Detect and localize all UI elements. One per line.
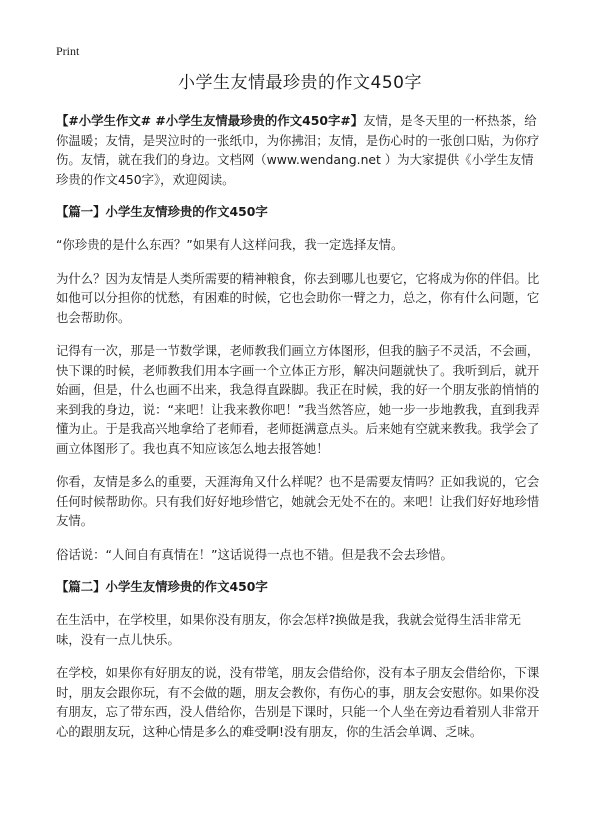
page-title: 小学生友情最珍贵的作文450字 [178, 73, 422, 93]
paragraph: 为什么？因为友情是人类所需要的精神粮食，你去到哪儿也要它，它将成为你的伴侣。比如他可以分担你的忧愁，有困难的时候，它也会助你一臂之力，总之，你有什么问题，它也会帮助你。 [56, 270, 540, 325]
paragraph: 俗话说：“人间自有真情在！”这话说得一点也不错。但是我不会去珍惜。 [56, 546, 453, 562]
intro-text: 友情，是冬天里的一杯热茶，给你温暖；友情，是哭泣时的一张纸巾，为你拂泪；友情，是伤心时的一张创口贴，为你疗伤。友情，就在我们的身边。文档网（www.wendang.net ）为大家提供《小学生友情珍贵的作文450字》，欢迎阅读。 [56, 113, 540, 187]
section-title-2: 【篇二】小学生友情珍贵的作文450字 [56, 579, 268, 594]
intro-tag: 【#小学生作文# #小学生友情最珍贵的作文450字#】 [56, 113, 364, 128]
paragraph: 记得有一次，那是一节数学课，老师教我们画立方体图形，但我的脑子不灵活，不会画，快下课的时候，老师教我们用本字画一个立体正方形，解决问题就快了。我听到后，就开始画，但是，什么也画不出来，我急得直跺脚。我正在时候，我的好一个朋友张韵悄悄的来到我的身边，说：“来吧！让我来教你吧！”我当然答应，她一步一步地教我，直到我弄懂为止。于是我高兴地拿给了老师看，老师挺满意点头。后来她有空就来教我。我学会了画立体图形了。我也真不知应该怎么地去报答她！ [56, 343, 540, 456]
print-link[interactable]: Print [56, 44, 80, 58]
paragraph: “你珍贵的是什么东西？”如果有人这样问我，我一定选择友情。 [56, 237, 404, 252]
intro-paragraph [56, 111, 544, 189]
paragraph: 你看，友情是多么的重要，天涯海角又什么样呢？也不是需要友情吗？正如我说的，它会任何时候帮助你。只有我们好好地珍惜它，她就会无处不在的。来吧！让我们好好地珍惜友情。 [56, 474, 540, 528]
paragraph: 在学校，如果你有好朋友的说，没有带笔，朋友会借给你，没有本子朋友会借给你，下课时，朋友会跟你玩，有不会做的题，朋友会教你，有伤心的事，朋友会安慰你。如果你没有朋友，忘了带东西，没人借给你，告别是下课时，只能一个人坐在旁边看着别人非常开心的跟朋友玩，这种心情是多么的难受啊!没有朋友，你的生活会单调、乏味。 [56, 665, 540, 739]
section-title-1: 【篇一】小学生友情珍贵的作文450字 [56, 204, 268, 219]
paragraph: 在生活中，在学校里，如果你没有朋友，你会怎样?换做是我，我就会觉得生活非常无味，没有一点儿快乐。 [56, 612, 522, 647]
